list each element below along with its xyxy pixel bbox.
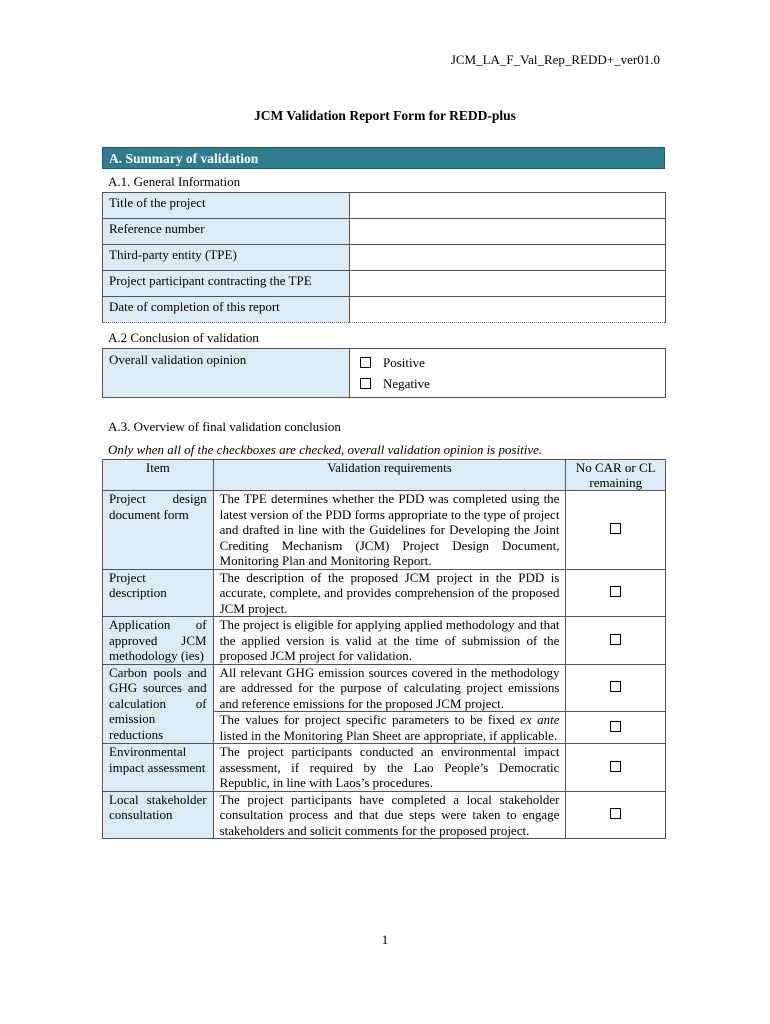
opinion-label: Overall validation opinion xyxy=(103,349,350,398)
project-title-field[interactable] xyxy=(350,193,666,219)
checkbox-icon[interactable] xyxy=(360,357,371,368)
option-negative[interactable] xyxy=(356,373,659,394)
tpe-field[interactable] xyxy=(350,245,666,271)
requirement-cell: The project participants conducted an environmental impact assessment, if required by the Lao People’s Democratic Republic, in line with Laos’s procedures. xyxy=(213,744,566,792)
table-row xyxy=(103,617,666,665)
item-cell: Environmental impact assessment xyxy=(103,744,214,792)
conclusion-heading: A.2 Conclusion of validation xyxy=(108,330,259,345)
requirement-cell: The description of the proposed JCM project in the PDD is accurate, complete, and provides comprehension of the proposed JCM project. xyxy=(213,569,566,617)
check-cell xyxy=(566,617,666,665)
header-item: Item xyxy=(103,460,214,491)
requirement-cell: All relevant GHG emission sources covered in the methodology are addressed for the purpose of calculating project emissions and reference emissions for the proposed JCM project. xyxy=(213,664,566,712)
requirement-cell: The TPE determines whether the PDD was completed using the latest version of the PDD forms appropriate to the type of project and drafted in line with the Guidelines for Developing the Joint Crediting Mechanism (JCM) Project Design Document, Monitoring Plan and Monitoring Report. xyxy=(213,491,566,570)
participant-field[interactable] xyxy=(350,271,666,297)
completion-date-field[interactable] xyxy=(350,297,666,323)
requirement-emphasis: ex ante xyxy=(520,712,560,727)
table-row xyxy=(103,791,666,839)
row-label: Third-party entity (TPE) xyxy=(103,245,350,271)
document-id: JCM_LA_F_Val_Rep_REDD+_ver01.0 xyxy=(450,52,660,67)
header-requirements: Validation requirements xyxy=(213,460,566,491)
checkbox-icon[interactable] xyxy=(610,634,621,645)
page-number: 1 xyxy=(381,932,389,947)
general-info-table xyxy=(102,192,666,323)
table-row xyxy=(103,664,666,712)
option-positive[interactable] xyxy=(356,352,659,373)
checkbox-icon[interactable] xyxy=(610,761,621,772)
checkbox-icon[interactable] xyxy=(610,721,621,732)
general-info-heading: A.1. General Information xyxy=(108,174,241,189)
row-label: Project participant contracting the TPE xyxy=(103,271,350,297)
header-no-car: No CAR or CL remaining xyxy=(566,460,666,491)
overview-note: Only when all of the checkboxes are checked, overall validation opinion is positive. xyxy=(108,442,543,457)
table-row xyxy=(103,491,666,570)
checkbox-icon[interactable] xyxy=(610,808,621,819)
check-cell xyxy=(566,569,666,617)
conclusion-table xyxy=(102,348,666,398)
checkbox-icon[interactable] xyxy=(610,523,621,534)
check-cell xyxy=(566,664,666,712)
checkbox-icon[interactable] xyxy=(610,586,621,597)
table-row xyxy=(103,245,666,271)
table-row xyxy=(103,297,666,323)
item-cell: Local stakeholder consultation xyxy=(103,791,214,839)
item-cell: Carbon pools and GHG sources and calculation of emission reductions xyxy=(103,664,214,744)
item-cell: Project description xyxy=(103,569,214,617)
section-banner: A. Summary of validation xyxy=(102,147,665,169)
row-label: Date of completion of this report xyxy=(103,297,350,323)
check-cell xyxy=(566,744,666,792)
option-label: Positive xyxy=(383,354,425,370)
requirement-text: The values for project specific parameters to be fixed xyxy=(219,712,521,727)
table-row xyxy=(103,271,666,297)
opinion-options xyxy=(350,349,666,398)
table-row xyxy=(103,193,666,219)
requirement-text: listed in the Monitoring Plan Sheet are appropriate, if applicable. xyxy=(219,727,558,743)
requirement-cell xyxy=(213,712,566,744)
table-row xyxy=(103,744,666,792)
checkbox-icon[interactable] xyxy=(360,378,371,389)
page-title: JCM Validation Report Form for REDD-plus xyxy=(254,108,516,123)
check-cell xyxy=(566,791,666,839)
table-row xyxy=(103,569,666,617)
requirement-cell: The project participants have completed a local stakeholder consultation process and that due steps were taken to engage stakeholders and solicit comments for the proposed project. xyxy=(213,791,566,839)
option-label: Negative xyxy=(383,375,430,391)
overview-heading: A.3. Overview of final validation conclusion xyxy=(108,419,341,434)
check-cell xyxy=(566,491,666,570)
row-label: Title of the project xyxy=(103,193,350,219)
reference-number-field[interactable] xyxy=(350,219,666,245)
item-cell: Project design document form xyxy=(103,491,214,570)
checkbox-icon[interactable] xyxy=(610,681,621,692)
requirement-cell: The project is eligible for applying applied methodology and that the applied version is valid at the time of submission of the proposed JCM project for validation. xyxy=(213,617,566,665)
check-cell xyxy=(566,712,666,744)
table-row xyxy=(103,219,666,245)
item-cell: Application of approved JCM methodology (ies) xyxy=(103,617,214,665)
table-header-row xyxy=(103,460,666,491)
row-label: Reference number xyxy=(103,219,350,245)
overview-table xyxy=(102,459,666,839)
table-row xyxy=(103,349,666,398)
